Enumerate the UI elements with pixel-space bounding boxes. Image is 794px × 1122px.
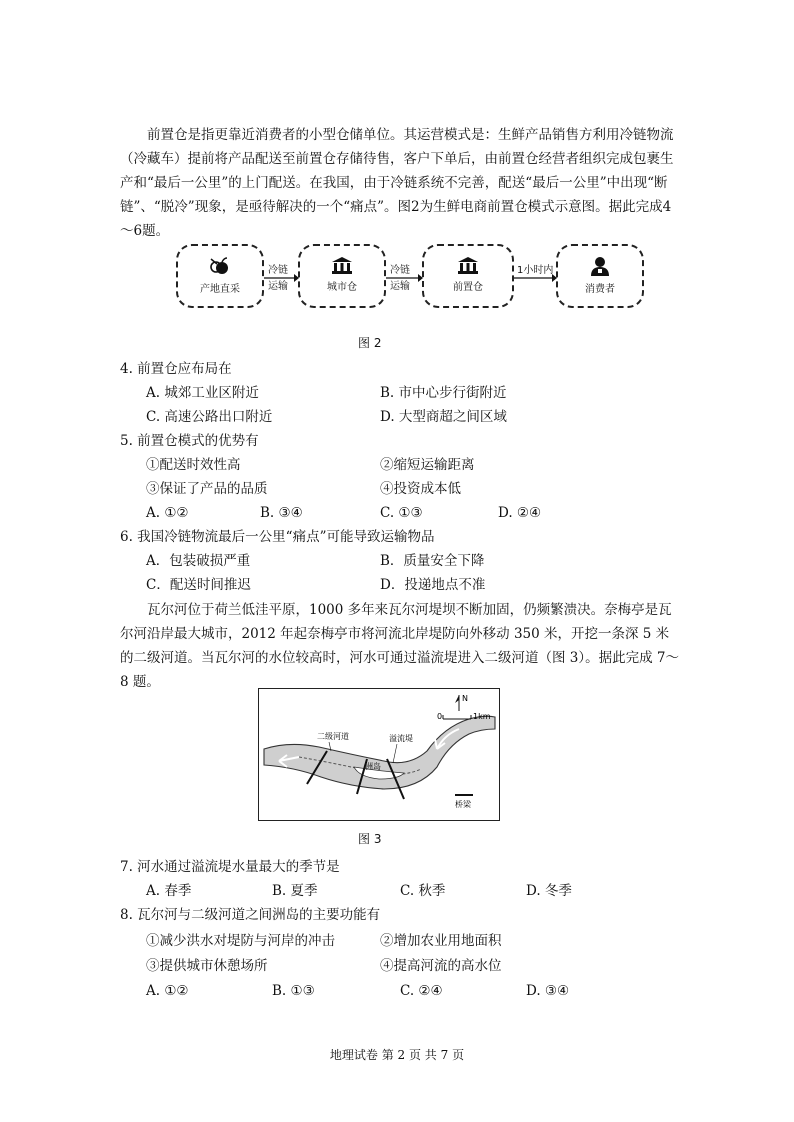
- q5-stem: 5. 前置仓模式的优势有: [120, 433, 259, 449]
- flow-arrows: [176, 244, 646, 312]
- q5-item-4: ④投资成本低: [380, 481, 461, 497]
- arrow-label-line: 冷链: [268, 265, 288, 276]
- q7-stem: 7. 河水通过溢流堤水量最大的季节是: [120, 859, 340, 875]
- north-label: N: [462, 694, 468, 703]
- arrow-label-1: [268, 264, 288, 293]
- q5-item-1: ①配送时效性高: [146, 457, 241, 473]
- q6-option-d: D．投递地点不准: [380, 577, 486, 593]
- label-island: 洲岛: [365, 762, 381, 771]
- q8-item-3: ③提供城市休憩场所: [146, 958, 268, 974]
- q8-item-1: ①减少洪水对堤防与河岸的冲击: [146, 933, 335, 949]
- q8-option-a: A. ①②: [146, 983, 189, 999]
- page-footer: 地理试卷 第 2 页 共 7 页: [329, 1048, 465, 1062]
- river-map: [259, 689, 498, 819]
- q8-stem: 8. 瓦尔河与二级河道之间洲岛的主要功能有: [120, 907, 381, 923]
- q7-option-a: A. 春季: [146, 883, 192, 899]
- node-label: 城市仓: [327, 282, 357, 293]
- q7-option-d: D. 冬季: [526, 883, 572, 899]
- q8-item-4: ④提高河流的高水位: [380, 958, 502, 974]
- q5-item-3: ③保证了产品的品质: [146, 481, 268, 497]
- scale-unit: 1km: [473, 712, 491, 721]
- q4-stem: 4. 前置仓应布局在: [120, 361, 232, 377]
- q8-option-d: D. ③④: [526, 983, 570, 999]
- q8-option-b: B. ①③: [272, 983, 315, 999]
- q7-option-c: C. 秋季: [400, 883, 446, 899]
- label-spillway: 溢流堤: [389, 734, 413, 743]
- node-label: 产地直采: [200, 284, 240, 295]
- q6-option-a: A．包装破损严重: [146, 553, 251, 569]
- arrow-label-2: [390, 264, 410, 293]
- q4-option-c: C. 高速公路出口附近: [146, 409, 273, 425]
- q7-option-b: B. 夏季: [272, 883, 318, 899]
- q4-option-a: A. 城郊工业区附近: [146, 385, 259, 401]
- passage-2: 瓦尔河位于荷兰低洼平原，1000 多年来瓦尔河堤坝不断加固，仍频繁溃决。奈梅亭是瓦尔河沿岸最大城市，2012 年起奈梅亭市将河流北岸堤防向外移动 350 米，开挖一条深 5 米的二级河道。当瓦尔河的水位较高时，河水可通过溢流堤进入二级河道（图 3）。据此完成 7～8 题。: [120, 602, 680, 690]
- figure-2-flow-diagram: [176, 244, 646, 312]
- node-label: 前置仓: [453, 282, 483, 293]
- passage-1: 前置仓是指更靠近消费者的小型仓储单位。其运营模式是：生鲜产品销售方利用冷链物流（冷藏车）提前将产品配送至前置仓存储待售，客户下单后，由前置仓经营者组织完成包裹生产和“最后一公里”的上门配送。在我国，由于冷链系统不完善，配送“最后一公里”中出现“断链”、“脱冷”现象，是亟待解决的一个“痛点”。图2为生鲜电商前置仓模式示意图。据此完成4～6题。: [120, 127, 674, 239]
- node-label: 消费者: [585, 284, 615, 295]
- q5-option-b: B. ③④: [260, 505, 303, 521]
- q6-stem: 6. 我国冷链物流最后一公里“痛点”可能导致运输物品: [120, 529, 435, 545]
- q4-option-d: D. 大型商超之间区域: [380, 409, 507, 425]
- q4-option-b: B. 市中心步行街附近: [380, 385, 507, 401]
- label-secondary-channel: 二级河道: [317, 732, 349, 741]
- figure-3-map: [258, 688, 500, 821]
- q5-item-2: ②缩短运输距离: [380, 457, 475, 473]
- figure-3-caption: 图 3: [358, 832, 382, 846]
- arrow-label-line: 运输: [268, 281, 288, 292]
- label-bridge: 桥梁: [455, 800, 471, 809]
- arrow-label-line: 运输: [390, 281, 410, 292]
- arrow-label-3: [517, 264, 553, 277]
- arrow-label-line: 1小时内: [517, 265, 554, 276]
- q5-option-c: C. ①③: [380, 505, 423, 521]
- q8-option-c: C. ②④: [400, 983, 443, 999]
- q6-option-c: C．配送时间推迟: [146, 577, 251, 593]
- scale-zero: 0: [437, 712, 443, 721]
- arrow-label-line: 冷链: [390, 265, 410, 276]
- figure-2-caption: 图 2: [358, 336, 382, 350]
- q5-option-d: D. ②④: [498, 505, 542, 521]
- q5-option-a: A. ①②: [146, 505, 189, 521]
- q8-item-2: ②增加农业用地面积: [380, 933, 502, 949]
- q6-option-b: B．质量安全下降: [380, 553, 485, 569]
